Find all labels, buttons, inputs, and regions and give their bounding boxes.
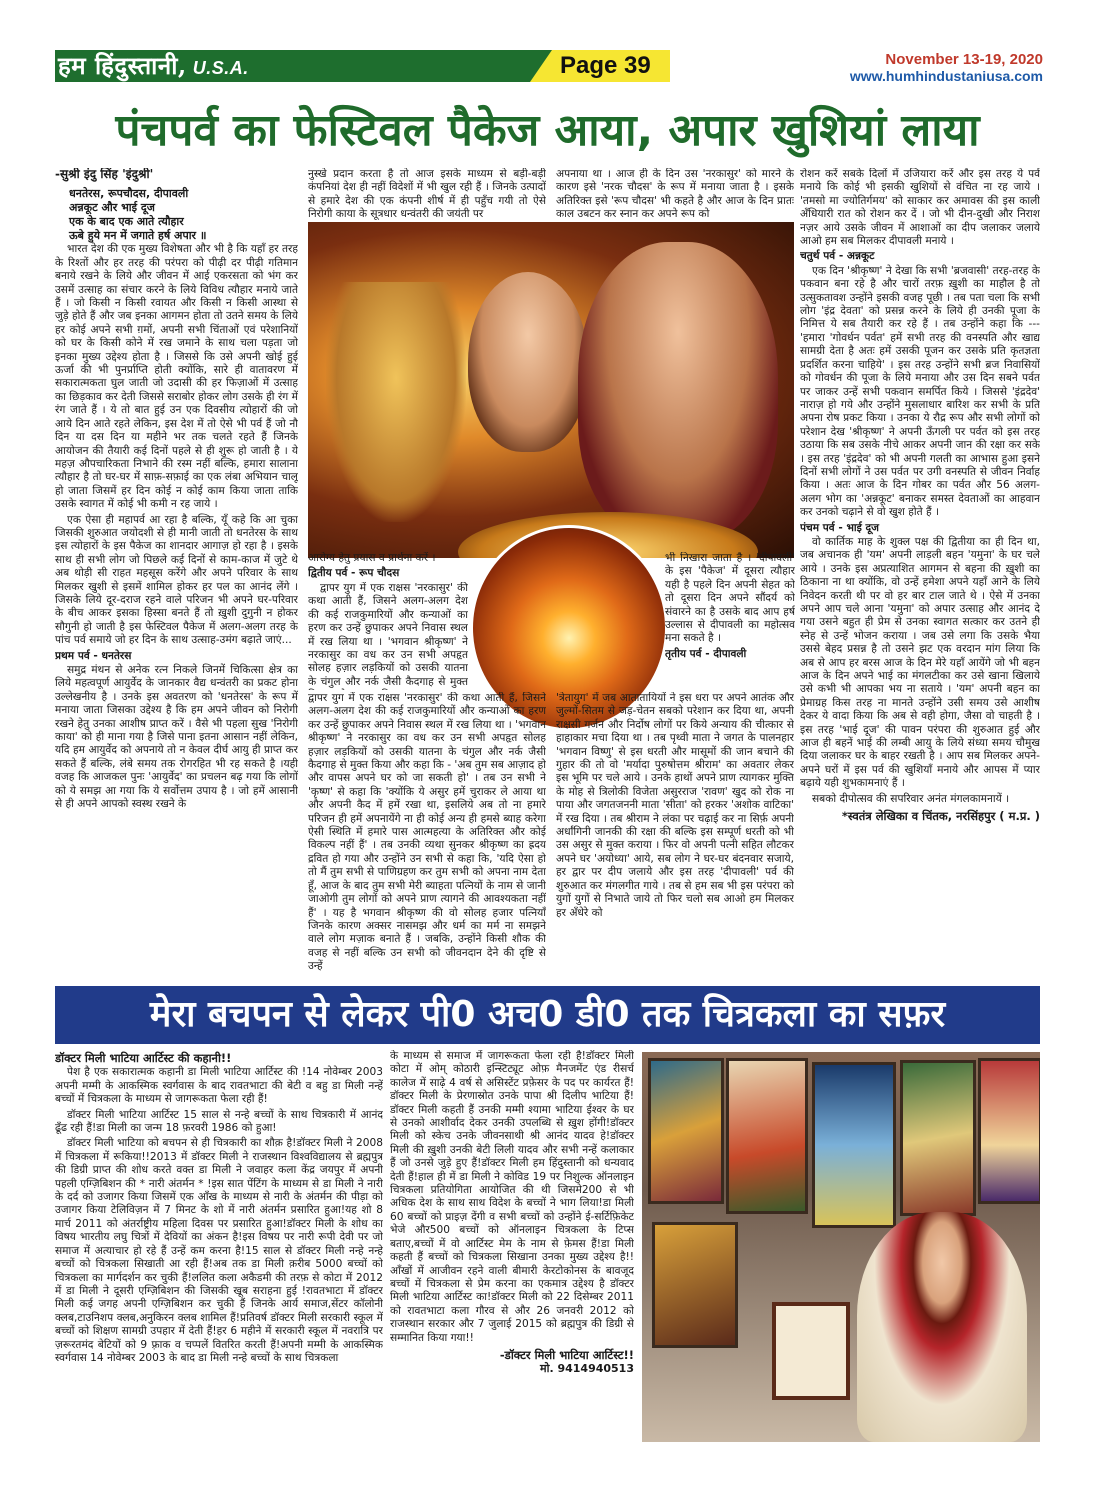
- paragraph: वो कार्तिक माह के शुक्ल पक्ष की द्वितीया का ही दिन था, जब अचानक ही 'यम' अपनी लाड़ली बहन 'यमुना' के घर चले आये । उनके इस अप्रत्याशित आगमन से बहना की ख़ुशी का ठिकाना ना था क्योंकि, वो उन्हें हमेशा अपने यहाँ आने के लिये निवेदन करती थी पर वो हर बार टाल जाते थे । ऐसे में उनका अपने आप चले आना 'यमुना' को अपार उत्साह और आनंद दे गया उसने बहुत ही प्रेम से उनका स्वागत सत्कार कर उतने ही स्नेह से उन्हें भोजन कराया । जब उसे लगा कि उसके भैया उससे बेहद प्रसन्न है तो उसने झट एक वरदान मांग लिया कि अब से आप हर बरस आज के दिन मेरे यहाँ आयेंगे जो भी बहन आज के दिन अपने भाई का मंगलटीका कर उसे खाना खिलाये उसे कभी भी आपका भय ना सताये । 'यम' अपनी बहन का प्रेमाग्रह किस तरह ना मानते उन्होंने उसी समय उसे आशीष देकर ये वादा किया कि अब से वही होगा, जैसा वो चाहती है । इस तरह 'भाई दूज' की पावन परंपरा की शुरुआत हुई और आज ही बहनें भाई की लम्बी आयु के लिये संध्या समय चौमुख दिया जलाकर घर के बाहर रखती है । आप सब मिलकर अपने-अपने घरों में इस पर्व की खुशियाँ मनाये और आपस में प्यार बढ़ाये यही शुभकामनाएं हैं ।: [800, 535, 1040, 790]
- article1-intro: [69, 187, 298, 243]
- paragraph: द्वापर युग में एक राक्षस 'नरकासुर' की कथा आती हैं, जिसने अलग-अलग देश की कई राजकुमारियों और कन्याओं का हरण कर उन्हें छुपाकर अपने निवास स्थल में रख लिया था । 'भगवान श्रीकृष्ण' ने नरकासुर का वध कर उन सभी अपहृत सोलह हज़ार लड़कियों को उसकी यातना के चंगुल और नर्क जैसी कैदगाह से मुक्त किया और कहा कि - 'अब तुम सब आज़ाद हो और वापस अपने घर को जा सकती हो' । तब उन सभी ने 'कृष्ण' से कहा कि 'क्योंकि ये असुर हमें चुराकर ले आया था और अपनी कैद में हमें रखा था, इसलिये अब तो ना हमारे परिजन ही हमें अपनायेंगे ना ही कोई अन्य ही हमसे ब्याह करेगा ऐसी स्थिति में हमारे पास आत्महत्या के अतिरिक्त और कोई विकल्प नहीं हैं' । तब उनकी व्यथा सुनकर श्रीकृष्ण का ह्रदय द्रवित हो गया और उन्होंने उन सभी से कहा कि, 'यदि ऐसा हो तो मैं तुम सभी से पाणिग्रहण कर तुम सभी को अपना नाम देता हूँ, आज के बाद तुम सभी मेरी ब्याहता पत्नियों के नाम से जानी जाओगी तुम लोगों को अपने प्राण त्यागने की आवश्यकता नहीं हैं' । यह है भगवान श्रीकृष्ण की वो सोलह हजार पत्नियाँ जिनके कारण अक्सर नासमझ और धर्म का मर्म ना समझने वाले लोग मज़ाक बनाते हैं । जबकि, उन्होंने किसी शौक की वजह से नहीं बल्कि उन सभी को जीवनदान देने की दृष्टि से उन्हें: [308, 692, 546, 973]
- paragraph: डॉक्टर मिली भाटिया आर्टिस्ट 15 साल से नन्हे बच्चों के साथ चित्रकारी में आनंद ढूँढ रही हैं!डा मिली का जन्म 18 फ़रवरी 1986 को हुआ!: [55, 1108, 383, 1135]
- paragraph: 'त्रेतायुग' में जब आतातायियों ने इस धरा पर अपने आतंक और जुल्मों-सितम से जड़-चेतन सबको परेशान कर दिया था, अपनी राक्षसी गर्जन और निर्दोष लोगों पर किये अन्याय की चीत्कार से हाहाकार मचा दिया था । तब पृथ्वी माता ने जगत के पालनहार 'भगवान विष्णु' से इस धरती और मासूमों की जान बचाने की गुहार की तो वो 'मर्यादा पुरुषोत्तम श्रीराम' का अवतार लेकर इस भूमि पर चले आये । उनके हाथों अपने प्राण त्यागकर मुक्ति के मोह से त्रिलोकी विजेता असुरराज 'रावण' खुद को रोक ना पाया और जगतजननी माता 'सीता' को हरकर 'अशोक वाटिका' में रख दिया । तब श्रीराम ने लंका पर चढ़ाई कर ना सिर्फ़ अपनी अर्धांगिनी जानकी की रक्षा की बल्कि इस सम्पूर्ण धरती को भी उस असुर से मुक्त कराया । फिर वो अपनी पत्नी सहित लौटकर अपने घर 'अयोध्या' आये, सब लोग ने घर-घर बंदनवार सजाये, हर द्वार पर दीप जलाये और इस तरह 'दीपावली' पर्व की शुरुआत कर मंगलगीत गाये । तब से हम सब भी इस परंपरा को युगों युगों से निभाते जाये तो फिर चलो सब आओ हम मिलकर हर अँधेरे को: [556, 692, 794, 919]
- article2-signature: -डॉक्टर मिली भाटिया आर्टिस्ट!!: [499, 1347, 634, 1362]
- paragraph: भी निखारा जाता है । 'दीपावली' के इस 'पैकेज' में दूसरा त्यौहार यही है पहले दिन अपनी सेहत को तो दूसरा दिन अपने सौंदर्य को संवारने का है उसके बाद आप हर्ष उल्लास से दीपावली का महोत्सव मना सकते है ।: [665, 552, 795, 645]
- painting-image: [652, 1222, 738, 1348]
- paragraph: द्वापर युग में एक राक्षस 'नरकासुर' की कथा आती हैं, जिसने अलग-अलग देश की कई राजकुमारियों और कन्याओं का हरण कर उन्हें छुपाकर अपने निवास स्थल में रख लिया था । 'भगवान श्रीकृष्ण' ने नरकासुर का वध कर उन सभी अपहृत सोलह हज़ार लड़कियों को उसकी यातना के चंगुल और नर्क जैसी कैदगाह से मुक्त: [308, 582, 468, 688]
- intro-line: धनतेरस, रूपचौदस, दीपावली: [69, 187, 189, 201]
- section-title-dhanteras: प्रथम पर्व - धनतेरस: [55, 649, 132, 662]
- paragraph: नुस्खे प्रदान करता है तो आज इसके माध्यम से बड़ी-बड़ी कंपनियां देश ही नहीं विदेशों में भी खुल रही हैं । जिनके उत्पादों से हमारे देश की एक कंपनी शीर्ष में ही पहुँच गयी तो ऐसे निरोगी काया के सूत्रधार धन्वंतरी की जयंती पर: [308, 168, 546, 221]
- article1-column-2-top: [308, 168, 546, 222]
- article2-column-2: [390, 1050, 634, 1440]
- intro-line: ऊबे हुये मन में जगाते हर्ष अपार ॥: [69, 229, 207, 243]
- paragraph: भारत देश की एक मुख्य विशेषता और भी है कि यहाँ हर तरह के रिश्तों और हर तरह की परंपरा को पीढ़ी दर पीढ़ी गतिमान बनाये रखने के लिये और जीवन में आई एकरसता को भंग कर उसमें उत्साह का संचार करने के लिये विविध त्यौहार मनाये जाते हैं । जो किसी न किसी रवायत और किसी न किसी आस्था से जुड़े होते हैं और जब इनका आगमन होता तो उतने समय के लिये हर कोई अपने सभी ग़मों, अपनी सभी चिंताओं एवं परेशानियों को घर के किसी कोने में रख जमाने के साथ चला पड़ता जो इनका मुख्य उद्देश्य होता है । जिससे कि उसे अपनी खोई हुई ऊर्जा की भी पुनर्प्राप्ति होती क्योंकि, सारे ही वातावरण में सकारात्मकता घुल जाती जो उदासी की हर फिज़ाओं में उत्साह का छिड़काव कर देती जिससे सराबोर होकर लोग उसके ही रंग में रंग जाते हैं । ये तो बात हुई उन एक दिवसीय त्योहारों की जो आये दिन आते रहते लेकिन, इस देश में तो ऐसे भी पर्व हैं जो नौ दिन या दस दिन या महीने भर तक चलते रहते हैं जिनके आयोजन की तैयारी कई दिनों पहले से ही शुरू हो जाती है । ये महज़ औपचारिकता निभाने की रस्म नहीं बल्कि, हमारा सालाना त्यौहार है तो घर-घर में साफ़-सफ़ाई का एक लंबा अभियान चालू हो जाता जिसमें हर दिन कोई न कोई काम किया जाता ताकि उसके स्वागत में कोई भी कमी न रह जाये ।: [55, 243, 298, 511]
- paragraph: के माध्यम से समाज में जागरूकता फेला रही है!डॉक्टर मिली कोटा में ओम् कोठारी इन्स्टिट्यूट ओफ़ मैनजमेंट एंड रीसर्च कालेज में साढ़े 4 वर्ष से असिस्टेंट प्रफ़ेसर के पद पर कार्यरत हैं!डॉक्टर मिली के प्रेरणास्रोत उनके पापा श्री दिलीप भाटिया हैं!डॉक्टर मिली कहती हैं उनकी मम्मी श्यामा भाटिया ईश्वर के घर से उनको आशीर्वाद देकर उनकी उपलब्धि से ख़ुश होंगी!डॉक्टर मिली को स्केच उनके जीवनसाथी श्री आनंद यादव हे!डॉक्टर मिली की ख़ुशी उनकी बेटी लिली यादव और सभी नन्हें कलाकार हैं जो उनसे जुड़े हुए हैं!डॉक्टर मिली हम हिंदुस्तानी को धन्यवाद देती हैं!हाल ही में डा मिली ने कोविड 19 पर निशुल्क ऑनलाइन चित्रकला प्रतियोगिता आयोजित की थी जिसमे200 से भी अधिक देश के साथ साथ विदेश के बच्चों ने भाग लिया!डा मिली 60 बच्चों को प्राइज़ देंगी व सभी बच्चों को उन्होंने ई-सर्टिफ़िकेट भेजे और500 बच्चों को ऑनलाइन चित्रकला के टिप्स बताए,बच्चों में वो आर्टिस्ट मेम के नाम से फ़ेमस हैं!डा मिली कहती हैं बच्चों को चित्रकला सिखाना उनका मुख्य उद्देश्य है!!आँखों में आजीवन रहने वाली बीमारी केरटोकोनस के बावजूद बच्चों में चित्रकला से प्रेम करना का एकमात्र उद्देश्य है डॉक्टर मिली भाटिया आर्टिस्ट का!डॉक्टर मिली को 22 दिसेम्बर 2011 को रावतभाटा कला गौरव से और 26 जनवरी 2012 को राजस्थान सरकार और 7 जुलाई 2015 को ब्रह्मपुत्र की डिग्री से सम्मानित किया गया!!: [390, 1050, 634, 1344]
- article2-headline: मेरा बचपन से लेकर पी0 अच0 डी0 तक चित्रकला का सफ़र: [149, 994, 946, 1035]
- newspaper-name: हम हिंदुस्तानी, U.S.A.: [58, 51, 249, 80]
- girl-image: [468, 272, 588, 452]
- article1-column-4: [800, 168, 1040, 976]
- artist-with-paintings-photo: [642, 1052, 1040, 1442]
- article1-columns-2-3-lower: [308, 692, 794, 976]
- article1-column-2-lower: [308, 692, 546, 976]
- article1-headline: पंचपर्व का फेस्टिवल पैकेज आया, अपार खुशियां लाया: [115, 105, 980, 156]
- paragraph: पेश है एक सकारात्मक कहानी डा मिली भाटिया आर्टिस्ट की !14 नोवेम्बर 2003 अपनी मम्मी के आकस्मिक स्वर्गवास के बाद रावतभाटा की बेटी व बहु डा मिली नन्हें बच्चों में चित्रकला के माध्यम से जागरूकता फेला रही हैं!: [55, 1066, 383, 1106]
- painting-image: [648, 1058, 724, 1204]
- paragraph: रोशन करें सबके दिलों में उजियारा करें और इस तरह ये पर्व मनाये कि कोई भी इसकी खुशियों से वंचित ना रह जाये । 'तमसो मा ज्योतिर्गमय' को साकार कर अमावस की इस काली अँधियारी रात को रोशन कर दें । जो भी दीन-दुखी और निराश नज़र आये उसके जीवन में आशाओं का दीप जलाकर जलाये आओ हम सब मिलकर दीपावली मनाये ।: [800, 168, 1040, 248]
- section-title-roop-chaudas: द्वितीय पर्व - रूप चौदस: [308, 567, 400, 580]
- article1-author: -सुश्री इंदु सिंह 'इंदुश्री': [55, 168, 154, 181]
- section-title-annakoot: चतुर्थ पर्व - अन्नकूट: [800, 250, 875, 263]
- article1-column-1: [55, 168, 298, 976]
- painting-image: [900, 1060, 976, 1216]
- issue-date: November 13-19, 2020: [885, 51, 1043, 68]
- certificate-image: [772, 1302, 850, 1400]
- article2-phone: मो. 9414940513: [540, 1362, 634, 1376]
- intro-line: एक के बाद एक आते त्यौहार: [69, 215, 184, 229]
- paragraph: सबको दीपोत्सव की सपरिवार अनंत मंगलकामनायें ।: [812, 792, 1010, 805]
- section-title-bhai-dooj: पंचम पर्व - भाई दूज: [800, 521, 880, 534]
- website-link[interactable]: www.humhindustaniusa.com: [849, 68, 1043, 84]
- article1-column-3-narrow: [665, 552, 795, 692]
- section-title-deepawali: तृतीय पर्व - दीपावली: [665, 647, 747, 660]
- paragraph: एक दिन 'श्रीकृष्ण' ने देखा कि सभी 'ब्रजवासी' तरह-तरह के पकवान बना रहे है और चारों तरफ़ ख़ुशी का माहौल है तो उत्सुकतावश उन्होंने इसकी वजह पूछी । तब पता चला कि सभी लोग 'इंद्र देवता' को प्रसन्न करने के लिये ही उनकी पूजा के निमित्त ये सब तैयारी कर रहे हैं । तब उन्होंने कहा कि --- 'हमारा 'गोवर्धन पर्वत' हमें सभी तरह की वनस्पति और खाद्य सामग्री देता है अतः हमें उसकी पूजन कर उसके प्रति कृतज्ञता प्रदर्शित करना चाहिये' । इस तरह उन्होंने सभी ब्रज निवासियों को गोवर्धन की पूजा के लिये मनाया और उस दिन सबने पर्वत पर जाकर उन्हें सभी पकवान समर्पित किये । जिससे 'इंद्रदेव' नाराज़ हो गये और उन्होंने मुसलाधार बारिश कर सभी के प्रति अपना रोष प्रकट किया । उनका ये रौद्र रूप और सभी लोगों को परेशान देख 'श्रीकृष्ण' ने अपनी ऊँगली पर पर्वत को इस तरह उठाया कि सब उसके नीचे आकर अपनी जान की रक्षा कर सके । इस तरह 'इंद्रदेव' को भी अपनी गलती का आभास हुआ इसने दिनों सभी लोगों ने उस पर्वत पर उगी वनस्पति से जीवन निर्वाह किया । अतः आज के दिन गोबर का पर्वत और 56 अलग-अलग भोग का 'अन्नकूट' बनाकर समस्त देवताओं का आहवान कर उनको चढ़ाने से वो खुश होते हैं ।: [800, 264, 1040, 519]
- article1-column-2-wrap: [308, 582, 468, 690]
- woman-image: [578, 242, 778, 542]
- page-number: Page 39: [560, 52, 651, 79]
- paragraph: डॉक्टर मिली भाटिया को बचपन से ही चित्रकारी का शौक़ है!डॉक्टर मिली ने 2008 में चित्रकला में रूकिया!!2013 में डॉक्टर मिली ने राजस्थान विश्वविद्यालय से ब्रह्मपुत्र की डिग्री प्राप्त की शोध करते वक्त डा मिली ने जवाहर कला केंद्र जयपुर में अपनी पहली एग्ज़िबिशन की * नारी अंतर्मन * !इस सात पेंटिंग के माध्यम से डा मिली ने नारी के दर्द को उजागर किया जिसमें एक आँख के माध्यम से नारी के अंतर्मन की पीड़ा को उजागर किया टेलिविज़न में 7 मिनट के शो में नारी अंतर्मन प्रसारित हुआ!यह शो 8 मार्च 2011 को अंतर्राष्ट्रीय महिला दिवस पर प्रसारित हुआ!डॉक्टर मिली के शोध का विषय भारतीय लघु चित्रों में देवियों का अंकन है!इस विषय पर नारी रूपी देवी पर जो समाज में अत्याचार हो रहे हैं उन्हें कम करना है!15 साल से डॉक्टर मिली नन्हे नन्हे बच्चों को चित्रकला सिखाती आ रही हैं!अब तक डा मिली क़रीब 5000 बच्चों को चित्रकला का मार्गदर्शन कर चुकी हैं!ललित कला अकैडमी की तरफ़ से कोटा में 2012 में डा मिली ने दूसरी एग्ज़िबिशन की जिसकी खूब सराहना हुई !रावतभाटा में डॉक्टर मिली कई जगह अपनी एग्ज़िबिशन कर चुकी हैं जिनके आर्य समाज,सेंटर कॉलोनी क्लब,टाउनिशप क्लब,अनुकिरन क्लब शामिल हैं!प्रतिवर्ष डॉक्टर मिली सरकारी स्कूल में बच्चों को शिक्षण सामग्री उपहार में देती हैं!हर 6 महीने में सरकारी स्कूल में नवरात्रि पर ज़रूरतमंद बेटियों को 9 फ़्राक व चप्पलें वितरित करती हैं!अपनी मम्मी के आकस्मिक स्वर्गवास 14 नोवेम्बर 2003 के बाद डा मिली नन्हे बच्चों के साथ चित्रकला: [55, 1137, 383, 1364]
- ganesha-idol-image: [326, 282, 466, 522]
- article2-subheading: डॉक्टर मिली भाटिया आर्टिस्ट की कहानी!!: [55, 1051, 232, 1065]
- intro-line: अन्नकूट और भाई दूज: [69, 201, 155, 215]
- newspaper-suffix: U.S.A.: [192, 58, 249, 78]
- paragraph: आरोग्य हेतु प्रयास व प्रार्थना करें ।: [308, 552, 436, 564]
- artist-portrait-image: [857, 1212, 1027, 1442]
- painting-image: [978, 1058, 1040, 1204]
- article2-column-1: [55, 1050, 383, 1440]
- page-header: [0, 0, 1095, 90]
- painting-image: [726, 1058, 808, 1214]
- article1-signature: *स्वतंत्र लेखिका व चिंतक, नरसिंहपुर ( म.प्र. ): [841, 809, 1040, 824]
- diwali-family-photo: [308, 222, 794, 558]
- paragraph: अपनाया था । आज ही के दिन उस 'नरकासुर' को मारने के कारण इसे 'नरक चौदस' के रूप में मनाया जाता है । इसके अतिरिक्त इसे 'रूप चौदस' भी कहते है और आज के दिन प्रातः काल उबटन कर स्नान कर अपने रूप को: [556, 168, 794, 221]
- paragraph: समुद्र मंथन से अनेक रत्न निकले जिनमें चिकित्सा क्षेत्र का लिये महत्वपूर्ण आयुर्वेद के जानकार वैद्य धन्वंतरी का प्रकट होना उल्लेखनीय है । उनके इस अवतरण को 'धनतेरस' के रूप में मनाया जाता जिसका उद्देश्य है कि हम अपने जीवन को निरोगी रखने हेतु उनका आशीष प्राप्त करें । वैसे भी पहला सुख 'निरोगी काया' को ही माना गया है जिसे पाना इतना आसान नहीं लेकिन, यदि हम आयुर्वेद को अपनाये तो न केवल दीर्घ आयु ही प्राप्त कर सकते हैं बल्कि, लंबे समय तक रोगरहित भी रह सकते है ।यही वजह कि आजकल पुनः 'आयुर्वेद' का प्रचलन बढ़ गया कि लोगों को ये समझ आ गया कि ये सर्वोत्तम उपाय है । जो हमें आसानी से ही अपने आपको स्वस्थ रखने के: [55, 664, 298, 811]
- article1-column-3-top: [556, 168, 794, 222]
- painting-image: [812, 1062, 896, 1228]
- article1-column-3-lower: [556, 692, 794, 976]
- paragraph: एक ऐसा ही महापर्व आ रहा है बल्कि, यूँ कहे कि आ चुका जिसकी शुरुआत जयोदशी से ही मानी जाती तो धनतेरस के साथ इस त्योहारों के इस पैकेज का शानदार आगाज़ हो रहा है । इसके साथ ही सभी लोग जो पिछले कई दिनों से काम-काज में जुटे थे अब थोड़ी सी राहत महसूस करेंगे और अपने परिवार के साथ मिलकर खुशी से इसमें शामिल होकर हर पल का आनंद लेंगे । जिसके लिये दूर-दराज रहने वाले परिजन भी अपने घर-परिवार के बीच आकर इसका हिस्सा बनते हैं तो ख़ुशी दुगुनी न होकर सौगुनी हो जाती है इस फेस्टिवल पैकेज में अलग-अलग तरह के पांच पर्व समाये जो हर दिन के साथ उत्साह-उमंग बढ़ाते जाएं...: [55, 513, 298, 647]
